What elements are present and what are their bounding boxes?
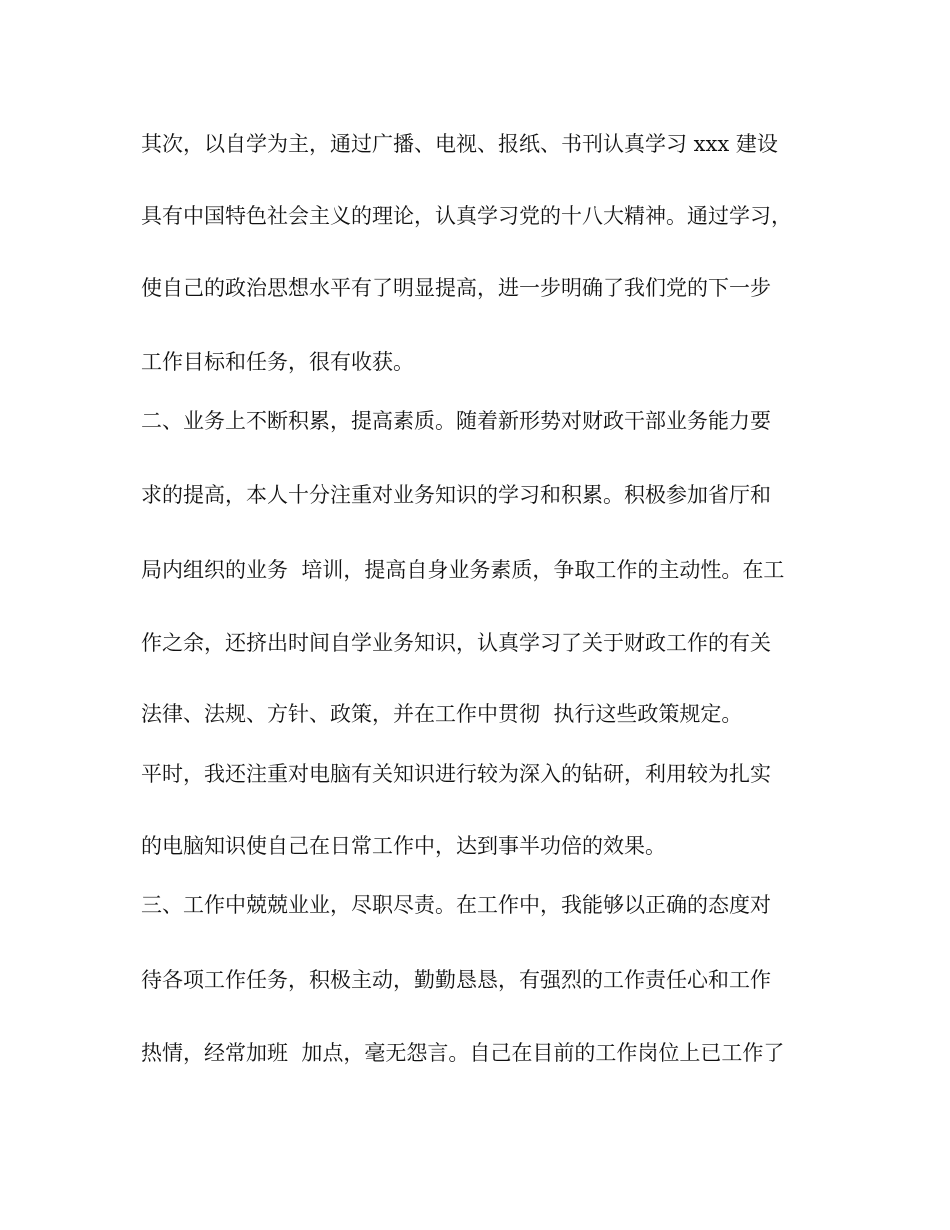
text-line: 具有中国特色社会主义的理论，认真学习党的十八大精神。通过学习， (141, 204, 792, 228)
text-line: 作之余，还挤出时间自学业务知识，认真学习了关于财政工作的有关 (141, 631, 771, 655)
text-line: 工作目标和任务，很有收获。 (141, 350, 414, 374)
text-line: 局内组织的业务 培训，提高自身业务素质，争取工作的主动性。在工 (141, 558, 785, 582)
text-line: 法律、法规、方针、政策，并在工作中贯彻 执行这些政策规定。 (141, 702, 743, 726)
text-line: 其次，以自学为主，通过广播、电视、报纸、书刊认真学习 xxx 建设 (141, 132, 778, 156)
text-line: 待各项工作任务，积极主动，勤勤恳恳，有强烈的工作责任心和工作 (141, 968, 771, 992)
text-line: 二、业务上不断积累，提高素质。随着新形势对财政干部业务能力要 (141, 409, 771, 433)
text-line: 平时，我还注重对电脑有关知识进行较为深入的钻研，利用较为扎实 (141, 762, 771, 786)
text-line: 求的提高，本人十分注重对业务知识的学习和积累。积极参加省厅和 (141, 483, 771, 507)
text-line: 的电脑知识使自己在日常工作中，达到事半功倍的效果。 (141, 834, 666, 858)
text-line: 使自己的政治思想水平有了明显提高，进一步明确了我们党的下一步 (141, 276, 771, 300)
text-line: 热情，经常加班 加点，毫无怨言。自己在目前的工作岗位上已工作了 (141, 1041, 785, 1065)
text-line: 三、工作中兢兢业业，尽职尽责。在工作中，我能够以正确的态度对 (141, 893, 771, 917)
